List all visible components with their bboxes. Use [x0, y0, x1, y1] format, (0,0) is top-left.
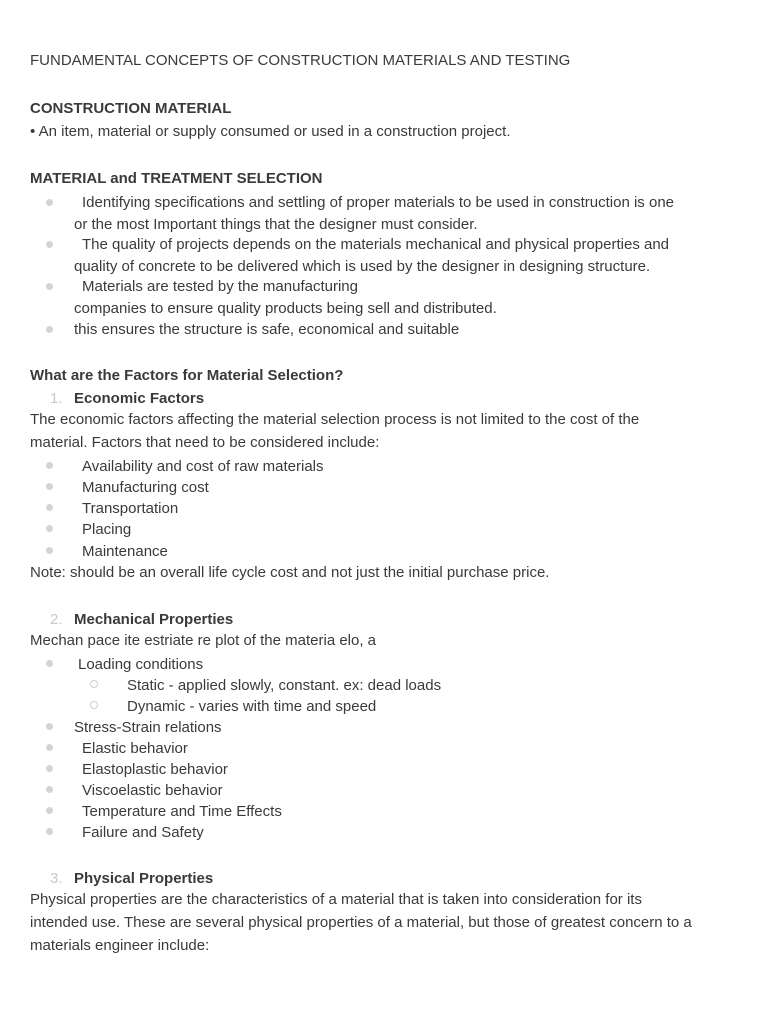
selection-heading: MATERIAL and TREATMENT SELECTION — [30, 170, 323, 187]
selection-bullet-line: or the most Important things that the designer must consider. — [74, 216, 478, 233]
loading-sub-item: Static - applied slowly, constant. ex: dead loads — [127, 677, 442, 694]
mechanical-item: Failure and Safety — [82, 824, 204, 841]
economic-note: Note: should be an overall life cycle cost and not just the initial purchase price. — [30, 564, 550, 581]
mechanical-item: Stress-Strain relations — [74, 719, 222, 736]
bullet-icon — [46, 283, 53, 290]
bullet-icon — [46, 660, 53, 667]
economic-factors-title: Economic Factors — [74, 390, 205, 407]
bullet-icon — [46, 462, 53, 469]
physical-intro-line: materials engineer include: — [30, 937, 210, 954]
mechanical-item: Viscoelastic behavior — [82, 782, 223, 799]
economic-intro-line: material. Factors that need to be considered include: — [30, 434, 380, 451]
list-number: 3. — [50, 870, 63, 887]
list-number: 2. — [50, 611, 63, 628]
physical-intro-line: intended use. These are several physical properties of a material, but those of greatest concern to a — [30, 914, 692, 931]
mechanical-item: Temperature and Time Effects — [82, 803, 282, 820]
selection-bullet-line: companies to ensure quality products being sell and distributed. — [74, 300, 497, 317]
selection-bullet-line: this ensures the structure is safe, economical and suitable — [74, 321, 460, 338]
construction-material-definition: • An item, material or supply consumed or used in a construction project. — [30, 123, 511, 140]
loading-conditions: Loading conditions — [78, 656, 204, 673]
selection-bullet-line: Identifying specifications and settling of proper materials to be used in construction is one — [82, 194, 675, 211]
economic-item: Availability and cost of raw materials — [82, 458, 324, 475]
bullet-icon — [46, 525, 53, 532]
bullet-icon — [46, 199, 53, 206]
document-title: FUNDAMENTAL CONCEPTS OF CONSTRUCTION MATERIALS AND TESTING — [30, 52, 571, 69]
mechanical-properties-title: Mechanical Properties — [74, 611, 234, 628]
bullet-icon — [46, 504, 53, 511]
physical-intro-line: Physical properties are the characteristics of a material that is taken into consideration for its — [30, 891, 642, 908]
bullet-icon — [46, 326, 53, 333]
bullet-icon — [46, 807, 53, 814]
bullet-icon — [46, 786, 53, 793]
selection-bullet-line: quality of concrete to be delivered which is used by the designer in designing structure. — [74, 258, 651, 275]
loading-sub-item: Dynamic - varies with time and speed — [127, 698, 377, 715]
economic-item: Transportation — [82, 500, 179, 517]
sub-bullet-icon — [90, 701, 98, 709]
mechanical-item: Elastic behavior — [82, 740, 188, 757]
bullet-icon — [46, 723, 53, 730]
list-number: 1. — [50, 390, 63, 407]
bullet-icon — [46, 744, 53, 751]
construction-material-heading: CONSTRUCTION MATERIAL — [30, 100, 232, 117]
bullet-icon — [46, 547, 53, 554]
physical-properties-title: Physical Properties — [74, 870, 214, 887]
mechanical-intro: Mechan pace ite estriate re plot of the materia elo, a — [30, 632, 377, 649]
bullet-icon — [46, 483, 53, 490]
selection-bullet-line: Materials are tested by the manufacturing — [82, 278, 358, 295]
economic-item: Manufacturing cost — [82, 479, 209, 496]
factors-heading: What are the Factors for Material Selection? — [30, 367, 344, 384]
economic-intro-line: The economic factors affecting the material selection process is not limited to the cost of the — [30, 411, 640, 428]
selection-bullet-line: The quality of projects depends on the materials mechanical and physical properties and — [82, 236, 670, 253]
bullet-icon — [46, 765, 53, 772]
sub-bullet-icon — [90, 680, 98, 688]
economic-item: Maintenance — [82, 543, 168, 560]
bullet-icon — [46, 828, 53, 835]
mechanical-item: Elastoplastic behavior — [82, 761, 228, 778]
bullet-icon — [46, 241, 53, 248]
economic-item: Placing — [82, 521, 132, 538]
